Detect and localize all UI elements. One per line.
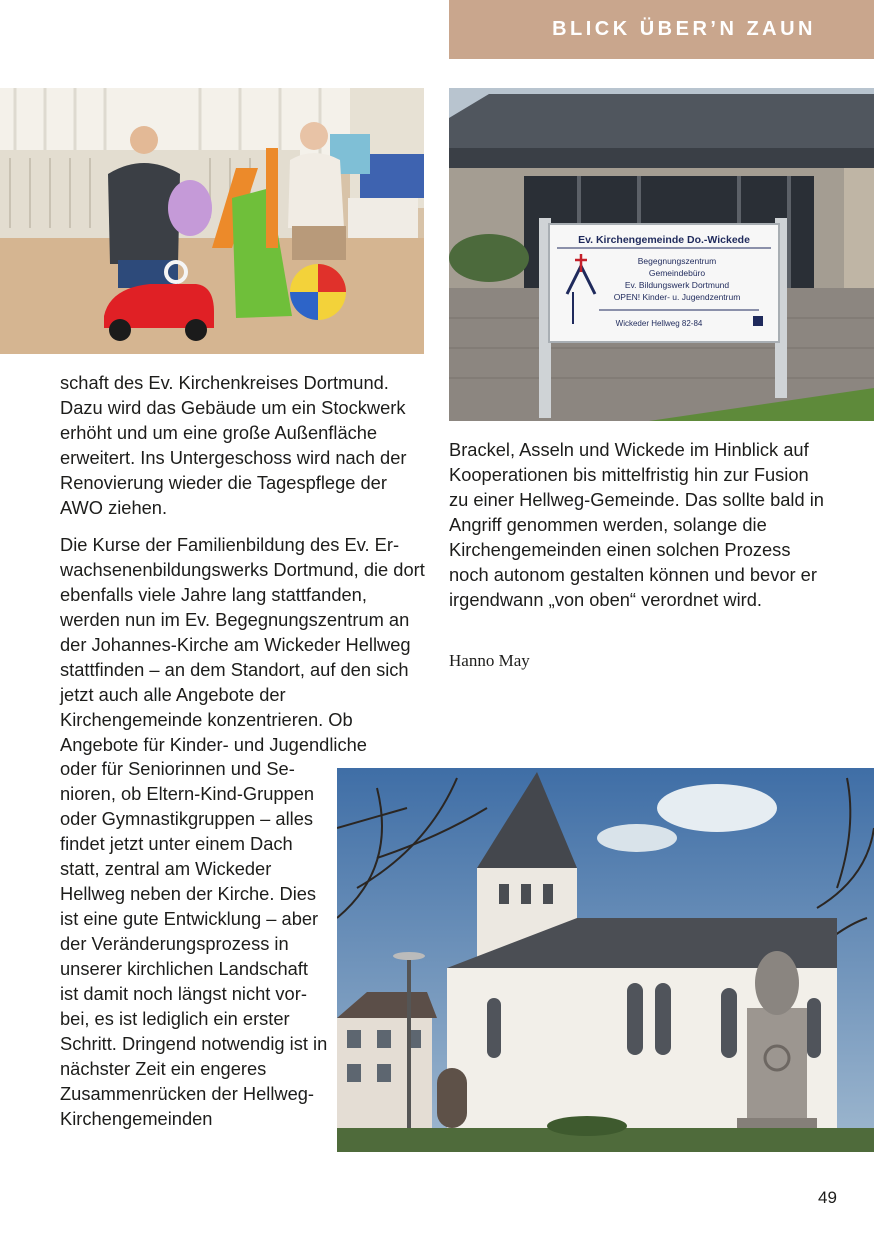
- section-title: BLICK ÜBER’N ZAUN: [552, 18, 816, 40]
- sign-line-2: Gemeindebüro: [648, 268, 706, 278]
- sign-address: Wickeder Hellweg 82-84: [615, 319, 703, 328]
- article-left-column-continued: [60, 756, 328, 1131]
- qr-code-icon: [753, 316, 763, 326]
- playroom-photo: [0, 88, 424, 354]
- article-right-column: [449, 437, 829, 612]
- section-banner: [449, 0, 874, 59]
- sign-line-3: Ev. Bildungswerk Dortmund: [624, 280, 730, 290]
- church-photo: [337, 768, 874, 1152]
- sign-line-1: Begegnungszentrum: [637, 256, 717, 266]
- article-paragraph-2: Die Kurse der Familienbildung des Ev. Erwachsenenbildungswerks Dortmund, die dort ebenfalls viele Jahre lang stattfanden, werden nun im Ev. Begegnungszentrum an der Johannes-Kirche am Wickeder Hellweg stattfinden – an dem Standort, auf den sich jetzt auch alle Angebote der Kirchengemeinde konzentrieren. Ob Angebote für Kinder- und Jugendliche: [60, 534, 425, 755]
- community-center-sign-photo: [449, 88, 874, 421]
- article-author: Hanno May: [449, 651, 530, 670]
- article-paragraph-1: schaft des Ev. Kirchenkreises Dortmund. Dazu wird das Gebäude um ein Stockwerk erhöht und um eine große Außenfläche erweitert. Ins Untergeschoss wird nach der Renovierung wieder die Tagespflege der AWO ziehen.: [60, 372, 407, 518]
- article-left-column: [60, 370, 428, 757]
- article-paragraph-2-continued: oder für Seniorinnen und Senioren, ob Eltern-Kind-Gruppen oder Gymnastikgruppen – alles findet jetzt unter einem Dach statt, zentral am Wickeder Hellweg neben der Kirche. Dies ist eine gute Entwicklung – aber der Veränderungsprozess in unserer kirchlichen Landschaft ist damit noch längst nicht vorbei, es ist lediglich ein erster Schritt. Dringend notwendig ist in nächster Zeit ein engeres Zusammenrücken der Hellweg-Kirchengemeinden: [60, 758, 328, 1129]
- article-paragraph-3: Brackel, Asseln und Wickede im Hinblick auf Kooperationen bis mittelfristig hin zur Fusion zu einer Hellweg-Gemeinde. Das sollte bald in Angriff genommen werden, solange die Kirchengemeinden einen solchen Prozess noch autonom gestalten können und bevor er irgendwann „von oben“ verordnet wird.: [449, 439, 824, 610]
- sign-line-4: OPEN! Kinder- u. Jugendzentrum: [613, 292, 741, 302]
- sign-title: Ev. Kirchengemeinde Do.-Wickede: [578, 234, 750, 246]
- page-number: 49: [818, 1188, 837, 1207]
